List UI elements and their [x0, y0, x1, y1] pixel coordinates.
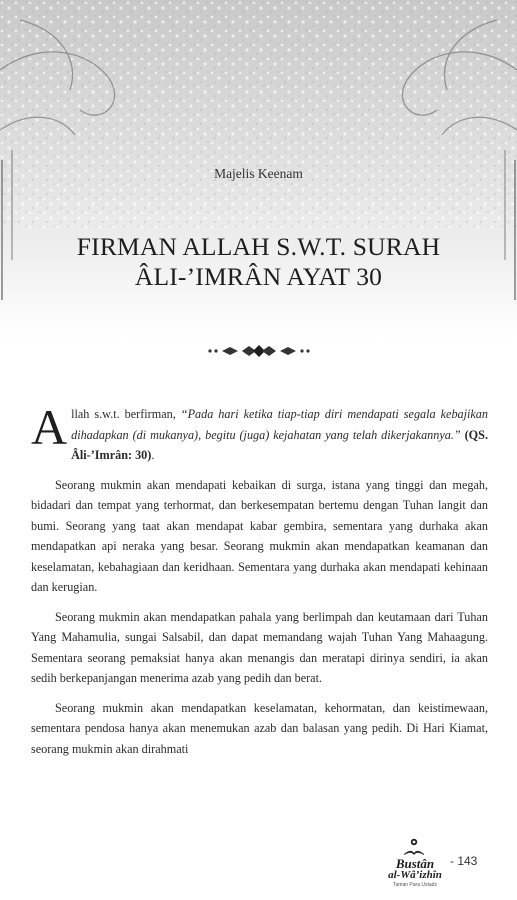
chapter-title-line-2: ÂLI-’IMRÂN AYAT 30 — [134, 262, 383, 291]
body-text — [31, 399, 488, 768]
opening-paragraph — [31, 399, 488, 466]
quran-quote: “Pada hari ketika tiap-tiap diri mendapati segala kebajikan dihadapkan (di mukanya), begitu (juga) kejahatan yang telah dikerjakannya.” — [71, 407, 488, 442]
body-paragraph-3: Seorang mukmin akan mendapatkan keselamatan, kehormatan, dan keistimewaan, sementara pendosa hanya akan menemukan azab dan balasan yang pedih. Di Hari Kiamat, seorang mukmin akan dirahmati — [31, 700, 488, 756]
quran-citation: (QS. Âli-’Imrân: 30) — [71, 427, 488, 462]
page-number: - 143 — [450, 854, 478, 868]
body-paragraph-1: Seorang mukmin akan mendapati kebaikan di surga, istana yang tinggi dan megah, bidadari dan tempat yang terhormat, dan berkesempatan bertemu dengan Tuhan langit dan bumi. Seorang yang taat akan mendapat kabar gembira, sementara yang durhaka akan mendapatkan api neraka yang besar. Seorang mukmin akan mendapatkan keamanan dan keselamatan, kebahagiaan dan keridhaan. Sementara yang durhaka akan mendapati kehinaan dan kerugian. — [31, 477, 488, 594]
logo-tagline: Taman Para Ustadz — [393, 882, 437, 888]
drop-cap: A — [31, 399, 68, 455]
chapter-title — [0, 232, 517, 292]
ornament-icon — [204, 344, 314, 358]
page-footer — [380, 838, 500, 888]
logo-subtitle: al-Wâ’izhîn — [388, 869, 442, 881]
ornamental-divider — [0, 344, 517, 363]
chapter-title-line-1: FIRMAN ALLAH S.W.T. SURAH — [76, 232, 441, 261]
body-paragraph-2: Seorang mukmin akan mendapatkan pahala yang berlimpah dan keutamaan dari Tuhan Yang Mahamulia, sungai Salsabil, dan dapat memandang wajah Tuhan Yang Mahaagung. Sementara seorang pemaksiat hanya akan menangis dan meratapi dirinya sendiri, ia akan sedih berkepanjangan menerima azab yang pedih dan berat. — [31, 609, 488, 685]
opening-end: . — [151, 448, 155, 462]
chapter-label: Majelis Keenam — [214, 166, 303, 181]
logo-title: Bustân — [395, 856, 435, 871]
opening-lead: llah s.w.t. berfirman, — [71, 407, 181, 421]
book-logo-icon — [402, 838, 426, 856]
